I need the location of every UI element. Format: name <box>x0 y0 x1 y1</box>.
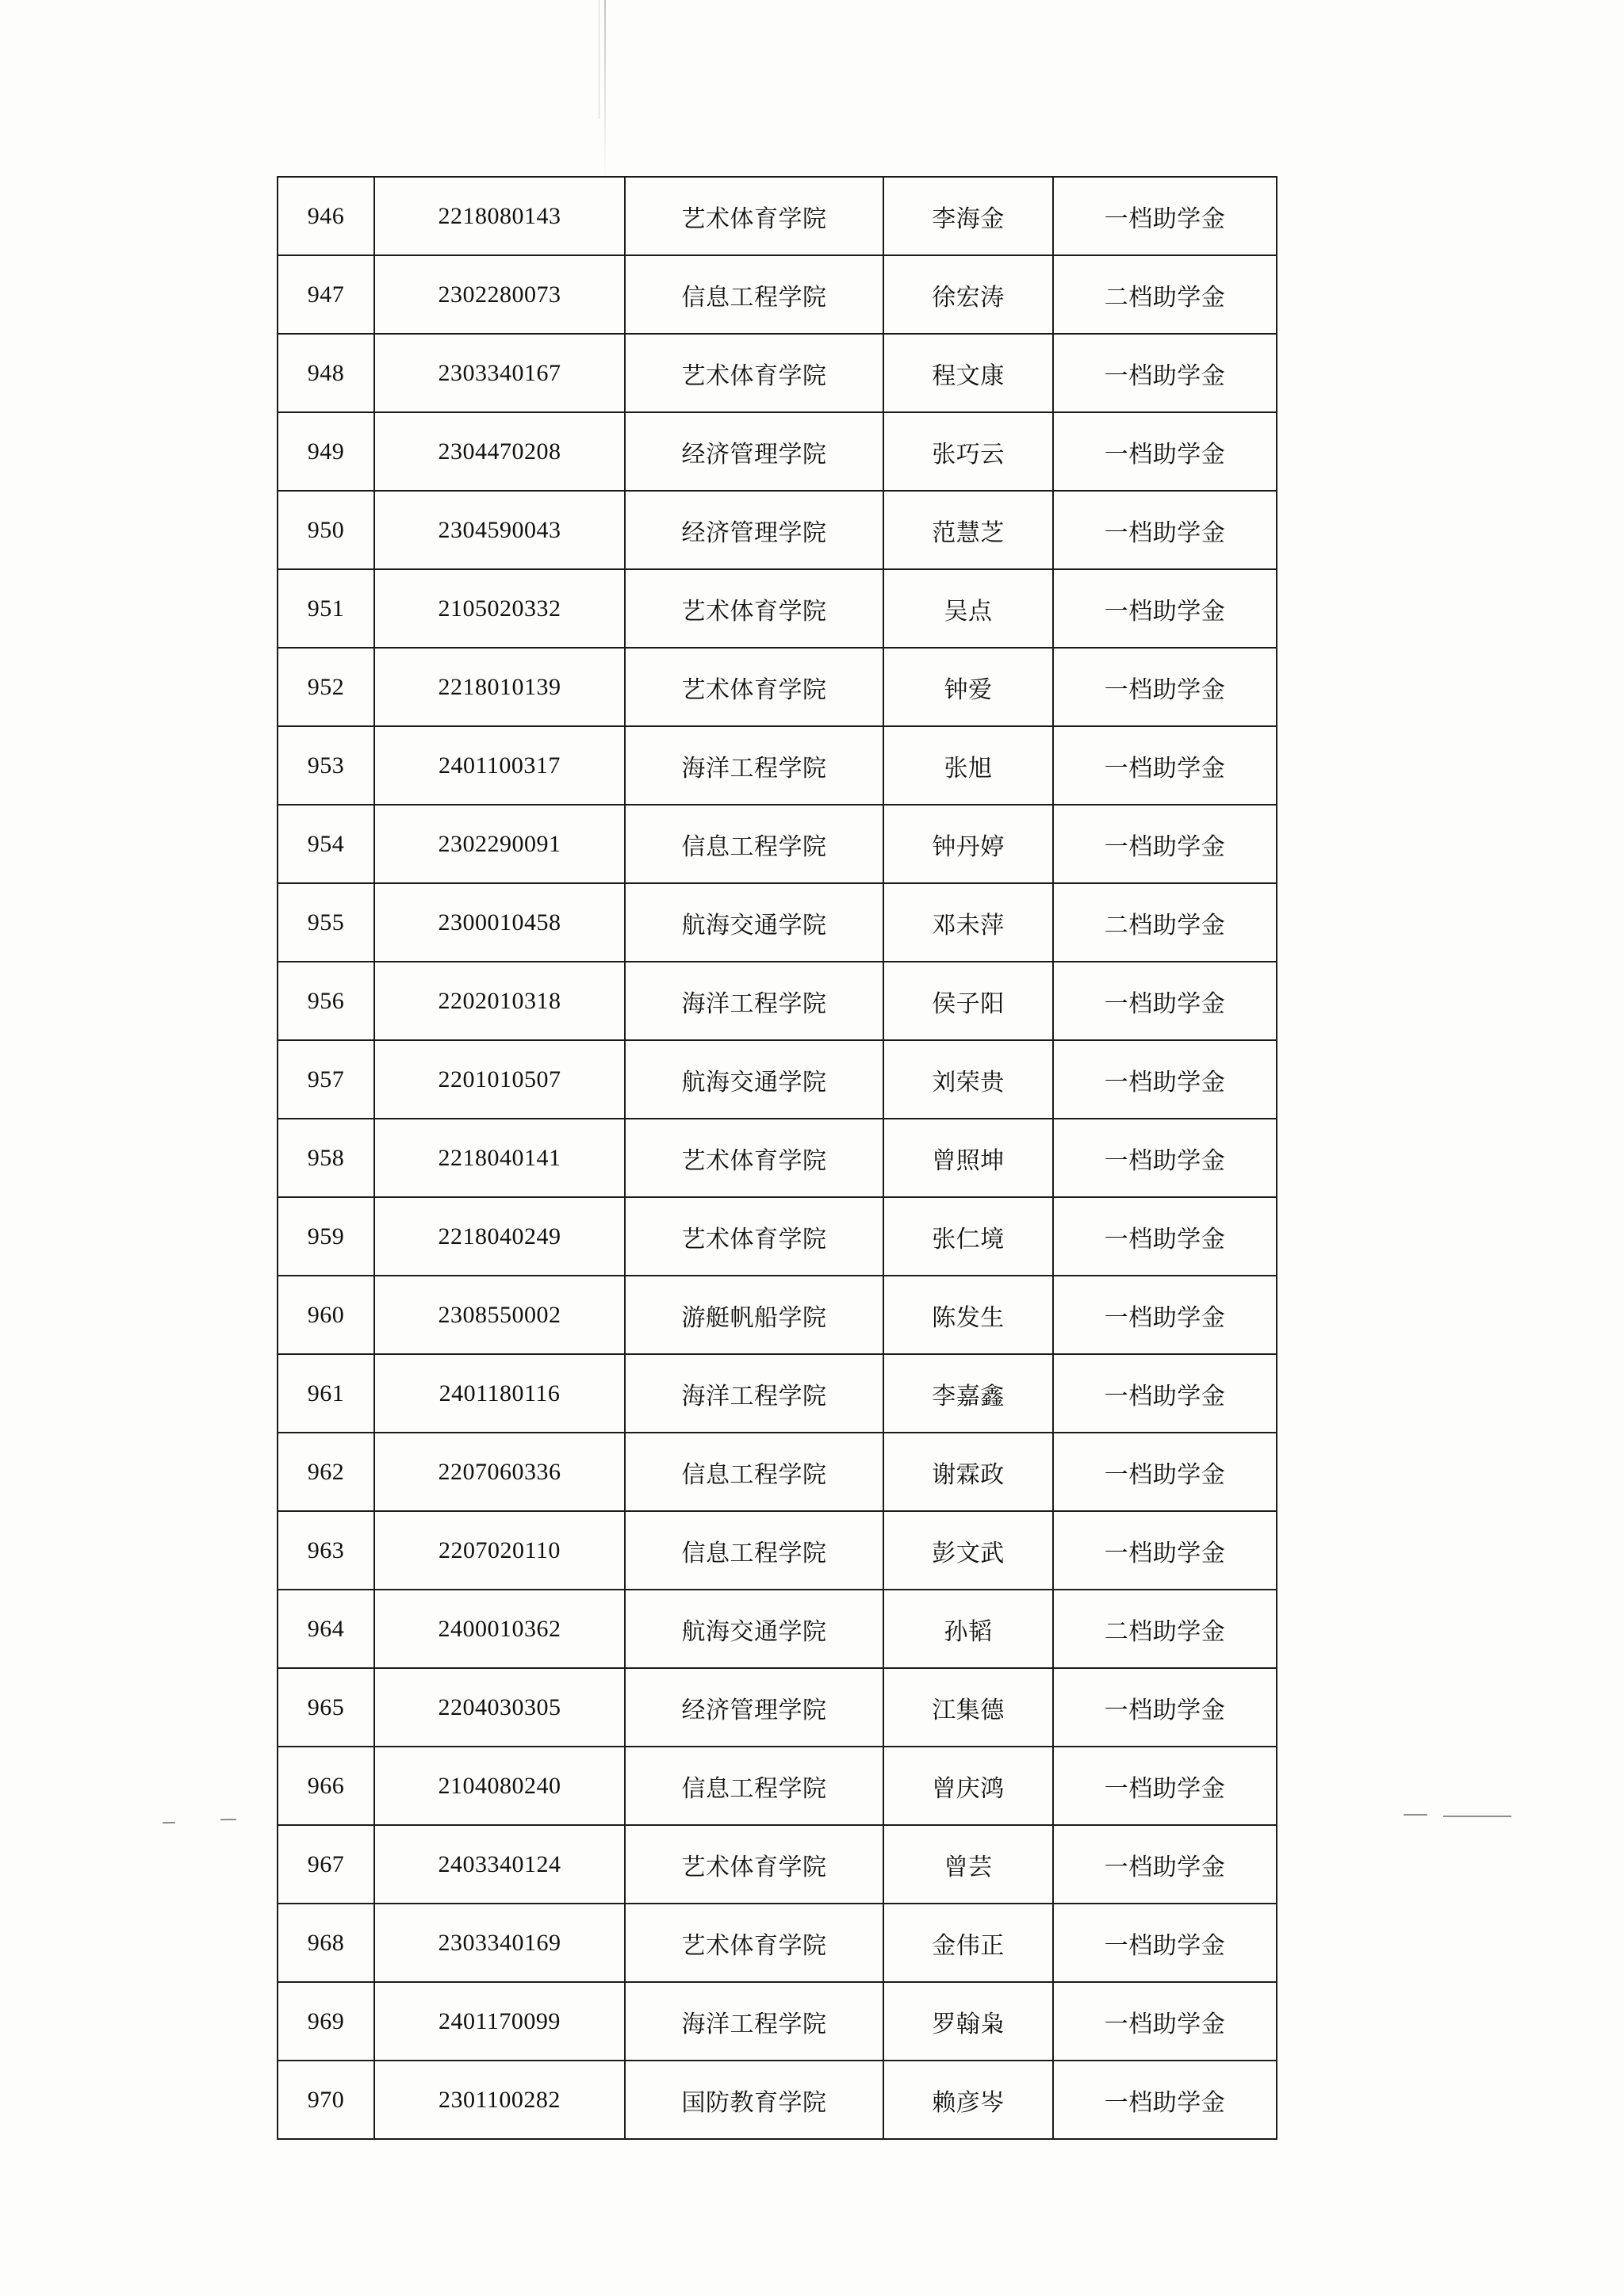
college-name: 艺术体育学院 <box>625 1119 883 1197</box>
grant-level: 一档助学金 <box>1053 412 1277 491</box>
college-name: 国防教育学院 <box>625 2061 883 2139</box>
student-id: 2300010458 <box>374 883 625 962</box>
grant-level: 一档助学金 <box>1053 334 1277 412</box>
table-body <box>278 177 1277 2139</box>
table-row <box>278 1119 1277 1197</box>
college-name: 艺术体育学院 <box>625 177 883 255</box>
college-name: 信息工程学院 <box>625 1511 883 1590</box>
college-name: 海洋工程学院 <box>625 1982 883 2061</box>
college-name: 经济管理学院 <box>625 412 883 491</box>
row-index: 965 <box>278 1668 374 1747</box>
student-name: 张仁境 <box>883 1197 1053 1276</box>
college-name: 航海交通学院 <box>625 883 883 962</box>
student-name: 罗翰枭 <box>883 1982 1053 2061</box>
row-index: 970 <box>278 2061 374 2139</box>
table-row <box>278 2061 1277 2139</box>
college-name: 艺术体育学院 <box>625 334 883 412</box>
table-row <box>278 1747 1277 1825</box>
grant-level: 一档助学金 <box>1053 2061 1277 2139</box>
student-id: 2218010139 <box>374 648 625 726</box>
table-row <box>278 1982 1277 2061</box>
student-name: 金伟正 <box>883 1904 1053 1982</box>
student-name: 曾照坤 <box>883 1119 1053 1197</box>
student-name: 谢霖政 <box>883 1433 1053 1511</box>
paper-fold-mark <box>604 0 606 182</box>
grant-level: 一档助学金 <box>1053 1354 1277 1433</box>
table-row <box>278 1668 1277 1747</box>
row-index: 959 <box>278 1197 374 1276</box>
student-name: 江集德 <box>883 1668 1053 1747</box>
row-index: 957 <box>278 1040 374 1119</box>
student-id: 2218040249 <box>374 1197 625 1276</box>
student-id: 2401100317 <box>374 726 625 805</box>
table-row <box>278 1433 1277 1511</box>
student-id: 2207060336 <box>374 1433 625 1511</box>
stray-scan-mark <box>220 1819 236 1820</box>
student-name: 陈发生 <box>883 1276 1053 1354</box>
college-name: 游艇帆船学院 <box>625 1276 883 1354</box>
college-name: 海洋工程学院 <box>625 1354 883 1433</box>
grant-level: 一档助学金 <box>1053 1511 1277 1590</box>
student-id: 2400010362 <box>374 1590 625 1668</box>
student-id: 2303340167 <box>374 334 625 412</box>
student-name: 徐宏涛 <box>883 255 1053 334</box>
row-index: 956 <box>278 962 374 1040</box>
grant-level: 一档助学金 <box>1053 1276 1277 1354</box>
table-row <box>278 1511 1277 1590</box>
table-row <box>278 1354 1277 1433</box>
student-id: 2303340169 <box>374 1904 625 1982</box>
row-index: 951 <box>278 569 374 648</box>
college-name: 海洋工程学院 <box>625 962 883 1040</box>
student-id: 2401180116 <box>374 1354 625 1433</box>
grant-level: 一档助学金 <box>1053 1747 1277 1825</box>
grant-level: 一档助学金 <box>1053 1982 1277 2061</box>
college-name: 经济管理学院 <box>625 491 883 569</box>
student-id: 2304590043 <box>374 491 625 569</box>
student-id: 2218040141 <box>374 1119 625 1197</box>
row-index: 964 <box>278 1590 374 1668</box>
student-name: 刘荣贵 <box>883 1040 1053 1119</box>
college-name: 信息工程学院 <box>625 1433 883 1511</box>
student-id: 2202010318 <box>374 962 625 1040</box>
row-index: 949 <box>278 412 374 491</box>
row-index: 946 <box>278 177 374 255</box>
student-id: 2204030305 <box>374 1668 625 1747</box>
table-row <box>278 1197 1277 1276</box>
student-id: 2218080143 <box>374 177 625 255</box>
grant-level: 二档助学金 <box>1053 255 1277 334</box>
college-name: 艺术体育学院 <box>625 648 883 726</box>
table-row <box>278 491 1277 569</box>
student-name: 侯子阳 <box>883 962 1053 1040</box>
table-row <box>278 412 1277 491</box>
table-row <box>278 805 1277 883</box>
grant-level: 一档助学金 <box>1053 1197 1277 1276</box>
grant-level: 一档助学金 <box>1053 569 1277 648</box>
grant-level: 一档助学金 <box>1053 962 1277 1040</box>
row-index: 962 <box>278 1433 374 1511</box>
student-name: 吴点 <box>883 569 1053 648</box>
student-id: 2201010507 <box>374 1040 625 1119</box>
student-grant-table <box>277 176 1277 2140</box>
table-row <box>278 883 1277 962</box>
grant-level: 一档助学金 <box>1053 805 1277 883</box>
student-name: 程文康 <box>883 334 1053 412</box>
row-index: 955 <box>278 883 374 962</box>
row-index: 954 <box>278 805 374 883</box>
college-name: 艺术体育学院 <box>625 1904 883 1982</box>
table-row <box>278 1276 1277 1354</box>
row-index: 967 <box>278 1825 374 1904</box>
row-index: 952 <box>278 648 374 726</box>
college-name: 海洋工程学院 <box>625 726 883 805</box>
college-name: 航海交通学院 <box>625 1040 883 1119</box>
student-id: 2403340124 <box>374 1825 625 1904</box>
grant-level: 一档助学金 <box>1053 1433 1277 1511</box>
student-name: 李嘉鑫 <box>883 1354 1053 1433</box>
student-id: 2401170099 <box>374 1982 625 2061</box>
student-name: 曾庆鸿 <box>883 1747 1053 1825</box>
grant-level: 一档助学金 <box>1053 726 1277 805</box>
student-name: 钟丹婷 <box>883 805 1053 883</box>
student-id: 2302280073 <box>374 255 625 334</box>
student-name: 邓未萍 <box>883 883 1053 962</box>
table-row <box>278 648 1277 726</box>
student-name: 范慧芝 <box>883 491 1053 569</box>
grant-level: 一档助学金 <box>1053 1040 1277 1119</box>
table-row <box>278 962 1277 1040</box>
row-index: 969 <box>278 1982 374 2061</box>
student-name: 张巧云 <box>883 412 1053 491</box>
student-id: 2302290091 <box>374 805 625 883</box>
table-row <box>278 1590 1277 1668</box>
row-index: 961 <box>278 1354 374 1433</box>
grant-level: 二档助学金 <box>1053 1590 1277 1668</box>
table-row <box>278 255 1277 334</box>
row-index: 968 <box>278 1904 374 1982</box>
student-name: 彭文武 <box>883 1511 1053 1590</box>
table-row <box>278 726 1277 805</box>
grant-level: 一档助学金 <box>1053 177 1277 255</box>
stray-scan-mark <box>1443 1816 1511 1817</box>
grant-level: 一档助学金 <box>1053 1119 1277 1197</box>
row-index: 950 <box>278 491 374 569</box>
student-name: 孙韬 <box>883 1590 1053 1668</box>
table-row <box>278 1040 1277 1119</box>
student-id: 2105020332 <box>374 569 625 648</box>
college-name: 信息工程学院 <box>625 1747 883 1825</box>
table-row <box>278 1904 1277 1982</box>
row-index: 953 <box>278 726 374 805</box>
grant-level: 二档助学金 <box>1053 883 1277 962</box>
college-name: 艺术体育学院 <box>625 569 883 648</box>
table-row <box>278 569 1277 648</box>
stray-scan-mark <box>1404 1814 1427 1816</box>
table-row <box>278 1825 1277 1904</box>
grant-level: 一档助学金 <box>1053 1668 1277 1747</box>
grant-level: 一档助学金 <box>1053 1825 1277 1904</box>
college-name: 航海交通学院 <box>625 1590 883 1668</box>
student-id: 2304470208 <box>374 412 625 491</box>
student-name: 钟爱 <box>883 648 1053 726</box>
table-row <box>278 177 1277 255</box>
college-name: 信息工程学院 <box>625 255 883 334</box>
student-id: 2308550002 <box>374 1276 625 1354</box>
student-name: 赖彦岑 <box>883 2061 1053 2139</box>
college-name: 艺术体育学院 <box>625 1197 883 1276</box>
grant-level: 一档助学金 <box>1053 648 1277 726</box>
row-index: 963 <box>278 1511 374 1590</box>
college-name: 信息工程学院 <box>625 805 883 883</box>
grant-level: 一档助学金 <box>1053 1904 1277 1982</box>
stray-scan-mark <box>163 1822 175 1823</box>
student-name: 张旭 <box>883 726 1053 805</box>
student-id: 2301100282 <box>374 2061 625 2139</box>
row-index: 966 <box>278 1747 374 1825</box>
row-index: 958 <box>278 1119 374 1197</box>
student-name: 李海金 <box>883 177 1053 255</box>
student-id: 2207020110 <box>374 1511 625 1590</box>
college-name: 艺术体育学院 <box>625 1825 883 1904</box>
student-name: 曾芸 <box>883 1825 1053 1904</box>
student-id: 2104080240 <box>374 1747 625 1825</box>
row-index: 947 <box>278 255 374 334</box>
college-name: 经济管理学院 <box>625 1668 883 1747</box>
row-index: 948 <box>278 334 374 412</box>
table-row <box>278 334 1277 412</box>
row-index: 960 <box>278 1276 374 1354</box>
grant-level: 一档助学金 <box>1053 491 1277 569</box>
